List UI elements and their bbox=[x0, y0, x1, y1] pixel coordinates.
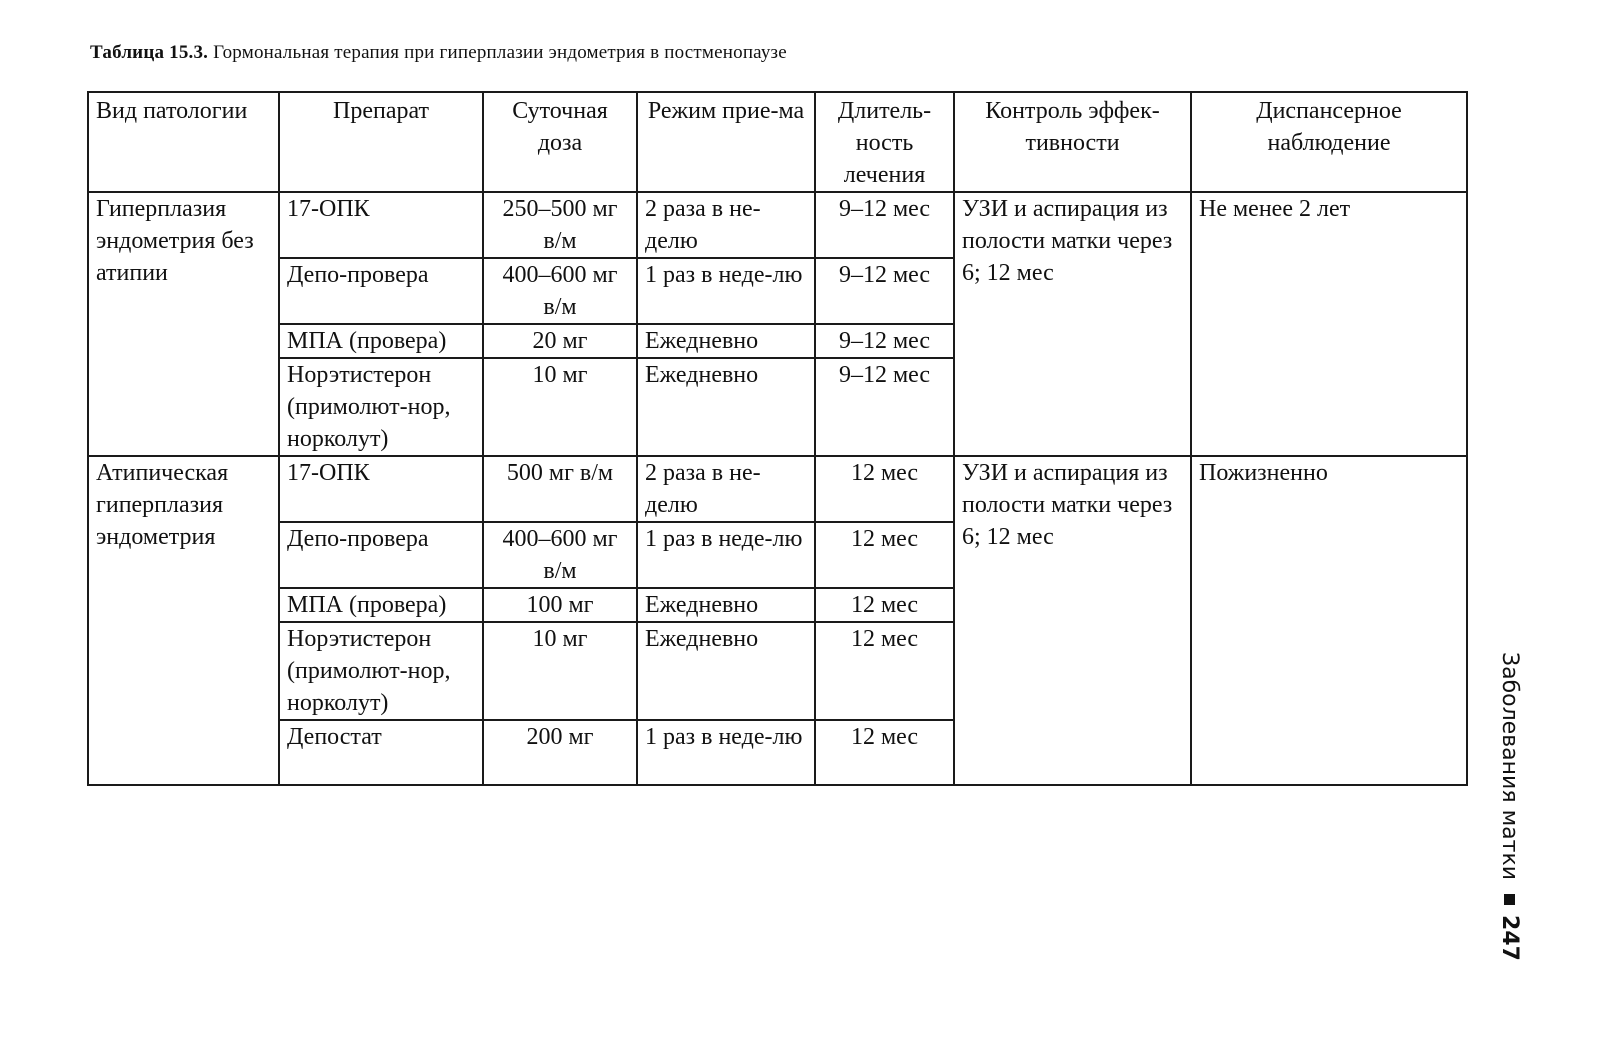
header-control: Контроль эффек-тивности bbox=[954, 92, 1191, 192]
table-row bbox=[88, 456, 1467, 522]
cell-drug: 17-ОПК bbox=[279, 456, 483, 522]
cell-dose: 100 мг bbox=[483, 588, 637, 622]
cell-drug: Норэтистерон (примолют-нор, норколут) bbox=[279, 358, 483, 456]
cell-dose: 10 мг bbox=[483, 622, 637, 720]
table-caption-text: Гормональная терапия при гиперплазии эндометрия в постменопаузе bbox=[213, 42, 787, 63]
cell-control: УЗИ и аспирация из полости матки через 6; 12 мес bbox=[954, 192, 1191, 456]
cell-dose: 20 мг bbox=[483, 324, 637, 358]
cell-drug: Депостат bbox=[279, 720, 483, 785]
cell-control: УЗИ и аспирация из полости матки через 6; 12 мес bbox=[954, 456, 1191, 785]
cell-regimen: Ежедневно bbox=[637, 358, 815, 456]
table-row bbox=[88, 192, 1467, 258]
cell-drug: МПА (провера) bbox=[279, 324, 483, 358]
cell-drug: Депо-провера bbox=[279, 258, 483, 324]
cell-duration: 9–12 мес bbox=[815, 358, 954, 456]
cell-duration: 12 мес bbox=[815, 622, 954, 720]
cell-regimen: 1 раз в неде-лю bbox=[637, 258, 815, 324]
cell-dose: 200 мг bbox=[483, 720, 637, 785]
header-regimen: Режим прие-ма bbox=[637, 92, 815, 192]
cell-dose: 400–600 мг в/м bbox=[483, 522, 637, 588]
cell-regimen: Ежедневно bbox=[637, 622, 815, 720]
cell-pathology: Атипическая гиперплазия эндометрия bbox=[88, 456, 279, 785]
cell-duration: 9–12 мес bbox=[815, 324, 954, 358]
running-header bbox=[1492, 652, 1532, 982]
cell-drug: Норэтистерон (примолют-нор, норколут) bbox=[279, 622, 483, 720]
cell-duration: 9–12 мес bbox=[815, 192, 954, 258]
cell-followup: Не менее 2 лет bbox=[1191, 192, 1467, 456]
cell-duration: 12 мес bbox=[815, 522, 954, 588]
therapy-table bbox=[87, 91, 1468, 786]
cell-regimen: Ежедневно bbox=[637, 588, 815, 622]
section-title: Заболевания матки bbox=[1497, 652, 1522, 881]
header-pathology: Вид патологии bbox=[88, 92, 279, 192]
cell-followup: Пожизненно bbox=[1191, 456, 1467, 785]
table-caption-label: Таблица 15.3. bbox=[90, 42, 209, 63]
cell-dose: 250–500 мг в/м bbox=[483, 192, 637, 258]
cell-regimen: 1 раз в неде-лю bbox=[637, 720, 815, 785]
cell-drug: 17-ОПК bbox=[279, 192, 483, 258]
square-bullet-icon bbox=[1505, 894, 1516, 905]
cell-drug: МПА (провера) bbox=[279, 588, 483, 622]
cell-dose: 400–600 мг в/м bbox=[483, 258, 637, 324]
page-number: 247 bbox=[1497, 915, 1522, 961]
header-dose: Суточная доза bbox=[483, 92, 637, 192]
header-duration: Длитель-ность лечения bbox=[815, 92, 954, 192]
header-drug: Препарат bbox=[279, 92, 483, 192]
cell-regimen: 2 раза в не-делю bbox=[637, 456, 815, 522]
cell-duration: 12 мес bbox=[815, 720, 954, 785]
cell-drug: Депо-провера bbox=[279, 522, 483, 588]
cell-dose: 10 мг bbox=[483, 358, 637, 456]
cell-duration: 12 мес bbox=[815, 456, 954, 522]
table-header-row bbox=[88, 92, 1467, 192]
cell-dose: 500 мг в/м bbox=[483, 456, 637, 522]
cell-regimen: Ежедневно bbox=[637, 324, 815, 358]
table-caption bbox=[90, 42, 787, 64]
running-header-text bbox=[1494, 652, 1524, 961]
cell-pathology: Гиперплазия эндометрия без атипии bbox=[88, 192, 279, 456]
header-followup: Диспансерное наблюдение bbox=[1191, 92, 1467, 192]
cell-duration: 9–12 мес bbox=[815, 258, 954, 324]
cell-regimen: 2 раза в не-делю bbox=[637, 192, 815, 258]
cell-regimen: 1 раз в неде-лю bbox=[637, 522, 815, 588]
cell-duration: 12 мес bbox=[815, 588, 954, 622]
